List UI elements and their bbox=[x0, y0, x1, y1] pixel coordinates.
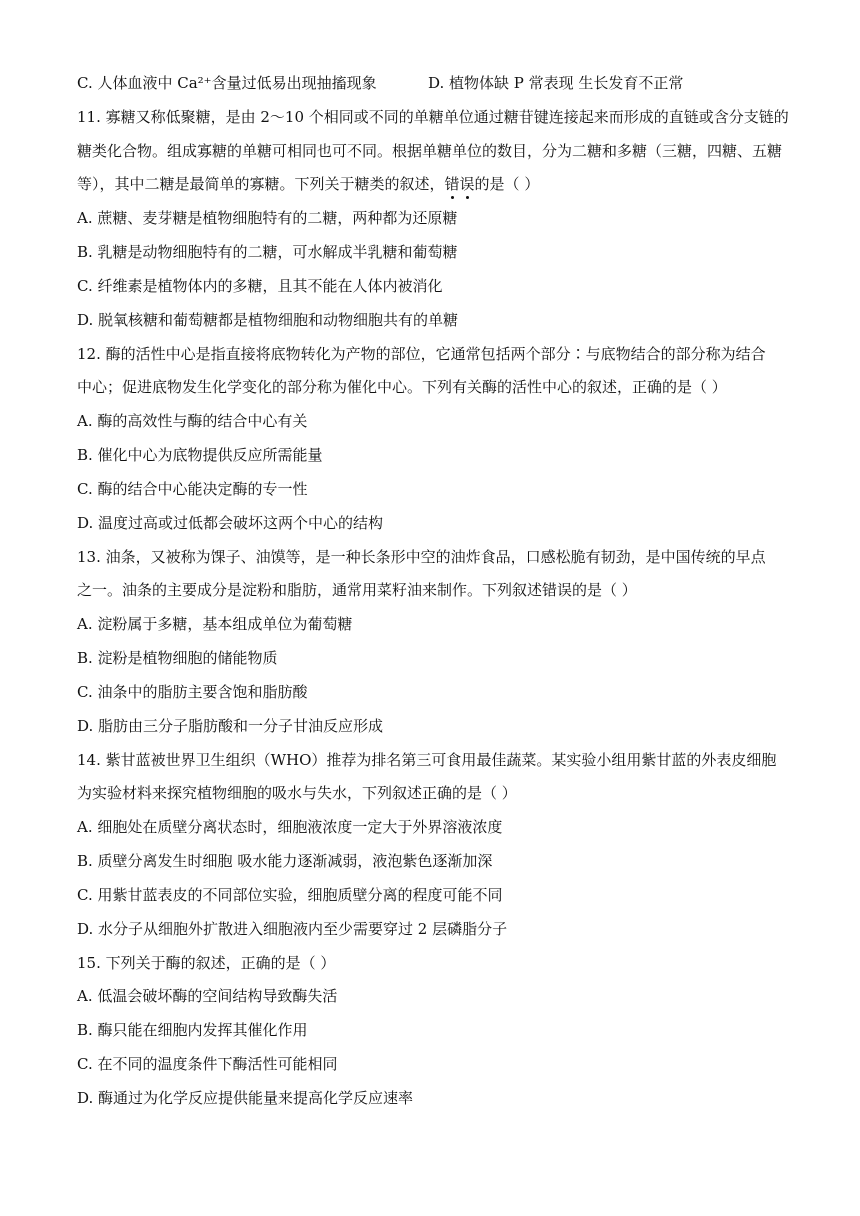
q15-option-c: C. 在不同的温度条件下酶活性可能相同 bbox=[77, 1055, 338, 1073]
q11-stem-line-3 bbox=[77, 175, 787, 193]
q15-stem-line-1: 15. 下列关于酶的叙述，正确的是（ ） bbox=[77, 954, 336, 972]
q14-option-a: A. 细胞处在质壁分离状态时，细胞液浓度一定大于外界溶液浓度 bbox=[77, 818, 503, 836]
q15-option-b: B. 酶只能在细胞内发挥其催化作用 bbox=[77, 1021, 308, 1039]
q11-stem-line-2: 糖类化合物。组成寡糖的单糖可相同也可不同。根据单糖单位的数目，分为二糖和多糖（三糖，四糖、五糖 bbox=[77, 142, 783, 160]
q13-option-d: D. 脂肪由三分子脂肪酸和一分子甘油反应形成 bbox=[77, 717, 384, 735]
q15-option-a: A. 低温会破坏酶的空间结构导致酶失活 bbox=[77, 987, 338, 1005]
q15-option-d: D. 酶通过为化学反应提供能量来提高化学反应速率 bbox=[77, 1089, 414, 1107]
q12-option-a: A. 酶的高效性与酶的结合中心有关 bbox=[77, 412, 308, 430]
q11-stem-line-1: 11. 寡糖又称低聚糖，是由 2～10 个相同或不同的单糖单位通过糖苷键连接起来而形成的直链或含分支链的 bbox=[77, 108, 789, 126]
q10-option-d: D. 植物体缺 P 常表现 生长发育不正常 bbox=[428, 74, 684, 92]
q12-option-c: C. 酶的结合中心能决定酶的专一性 bbox=[77, 480, 308, 498]
emphasis-char: 误 bbox=[459, 175, 475, 193]
q12-option-d: D. 温度过高或过低都会破坏这两个中心的结构 bbox=[77, 514, 384, 532]
q11-stem-text: 等），其中二糖是最简单的寡糖。下列关于糖类的叙述， bbox=[77, 175, 445, 193]
q14-stem-line-2: 为实验材料来探究植物细胞的吸水与失水，下列叙述正确的是（ ） bbox=[77, 784, 517, 802]
q10-option-c: C. 人体血液中 Ca²⁺含量过低易出现抽搐现象 bbox=[77, 74, 377, 92]
q12-option-b: B. 催化中心为底物提供反应所需能量 bbox=[77, 446, 323, 464]
q11-option-a: A. 蔗糖、麦芽糖是植物细胞特有的二糖，两种都为还原糖 bbox=[77, 209, 458, 227]
q14-option-d: D. 水分子从细胞外扩散进入细胞液内至少需要穿过 2 层磷脂分子 bbox=[77, 920, 508, 938]
q13-stem-line-2: 之一。油条的主要成分是淀粉和脂肪，通常用菜籽油来制作。下列叙述错误的是（ ） bbox=[77, 581, 637, 599]
q14-option-b: B. 质壁分离发生时细胞 吸水能力逐渐减弱，液泡紫色逐渐加深 bbox=[77, 852, 493, 870]
q11-option-d: D. 脱氧核糖和葡萄糖都是植物细胞和动物细胞共有的单糖 bbox=[77, 311, 459, 329]
q13-option-a: A. 淀粉属于多糖，基本组成单位为葡萄糖 bbox=[77, 615, 353, 633]
q11-option-c: C. 纤维素是植物体内的多糖，且其不能在人体内被消化 bbox=[77, 277, 443, 295]
q14-stem-line-1: 14. 紫甘蓝被世界卫生组织（WHO）推荐为排名第三可食用最佳蔬菜。某实验小组用紫甘蓝的外表皮细胞 bbox=[77, 751, 777, 769]
q11-answer-blank: 的是（ ） bbox=[474, 175, 540, 193]
q13-stem-line-1: 13. 油条，又被称为馃子、油馍等，是一种长条形中空的油炸食品，口感松脆有韧劲，是中国传统的早点 bbox=[77, 548, 766, 566]
q13-option-b: B. 淀粉是植物细胞的储能物质 bbox=[77, 649, 278, 667]
q12-stem-line-1: 12. 酶的活性中心是指直接将底物转化为产物的部位，它通常包括两个部分∶与底物结合的部分称为结合 bbox=[77, 345, 766, 363]
q14-option-c: C. 用紫甘蓝表皮的不同部位实验，细胞质壁分离的程度可能不同 bbox=[77, 886, 503, 904]
emphasis-char: 错 bbox=[444, 175, 460, 193]
q13-option-c: C. 油条中的脂肪主要含饱和脂肪酸 bbox=[77, 683, 308, 701]
q12-stem-line-2: 中心；促进底物发生化学变化的部分称为催化中心。下列有关酶的活性中心的叙述，正确的是（ ） bbox=[77, 378, 727, 396]
q11-option-b: B. 乳糖是动物细胞特有的二糖，可水解成半乳糖和葡萄糖 bbox=[77, 243, 458, 261]
